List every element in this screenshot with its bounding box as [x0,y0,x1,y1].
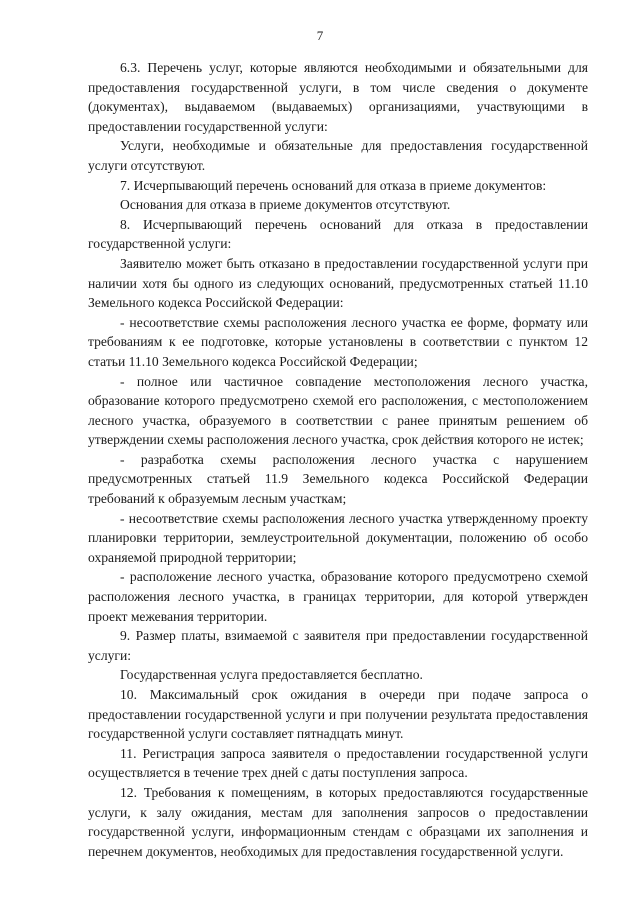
paragraph-7: 7. Исчерпывающий перечень оснований для отказа в приеме документов: [120,177,547,193]
page-number: 7 [316,28,324,43]
paragraph-11: 11. Регистрация запроса заявителя о предоставлении государственной услуги осуществляется в течение трех дней с даты поступления запроса. [88,745,588,781]
list-item-5: - расположение лесного участка, образование которого предусмотрено схемой расположения лесного участка, в границах территории, для которой утвержден проект межевания территории. [88,569,588,624]
list-item-4: - несоответствие схемы расположения лесного участка утвержденному проекту планировки территории, землеустроительной документации, положению об особо охраняемой природной территории; [88,510,588,565]
paragraph-9: 9. Размер платы, взимаемой с заявителя при предоставлении государственной услуги: [88,628,588,663]
paragraph-9-answer: Государственная услуга предоставляется бесплатно. [120,667,423,683]
list-item-1: - несоответствие схемы расположения лесного участка ее форме, формату или требованиям к ее подготовке, которые установлены в соответствии с пунктом 12 статьи 11.10 Земельного кодекса Российской Федерации; [88,314,588,369]
paragraph-7-answer: Основания для отказа в приеме документов отсутствуют. [120,197,451,213]
paragraph-10: 10. Максимальный срок ожидания в очереди при подаче запроса о предоставлении государственной услуги и при получении результата предоставления государственной услуги составляет пятнадцать минут. [88,687,588,742]
list-item-2: - полное или частичное совпадение местоположения лесного участка, образование которого предусмотрено схемой его расположения, с местоположением лесного участка, образуемого в соответствии с ранее принятым решением об утверждении схемы расположения лесного участка, срок действия которого не истек; [88,373,588,448]
paragraph-8: 8. Исчерпывающий перечень оснований для отказа в предоставлении государственной услуги: [88,216,588,252]
paragraph-12: 12. Требования к помещениям, в которых предоставляются государственные услуги, к залу ожидания, местам для заполнения запросов о предоставлении государственной услуги, информационным стендам с образцами их заполнения и перечнем документов, необходимых для предоставления государственной услуги. [88,784,588,859]
paragraph-6-3-answer: Услуги, необходимые и обязательные для предоставления государственной услуги отсутствуют. [88,138,588,173]
paragraph-8-intro: Заявителю может быть отказано в предоставлении государственной услуги при наличии хотя бы одного из следующих оснований, предусмотренных статьей 11.10 Земельного кодекса Российской Федерации: [88,255,588,311]
list-item-3: - разработка схемы расположения лесного участка с нарушением предусмотренных статьей 11.9 Земельного кодекса Российской Федерации требований к образуемым лесным участкам; [88,451,588,507]
paragraph-6-3: 6.3. Перечень услуг, которые являются необходимыми и обязательными для предоставления государственной услуги, в том числе сведения о документе (документах), выдаваемом (выдаваемых) организациями, участвующими в предоставлении государственной услуги: [88,60,588,134]
